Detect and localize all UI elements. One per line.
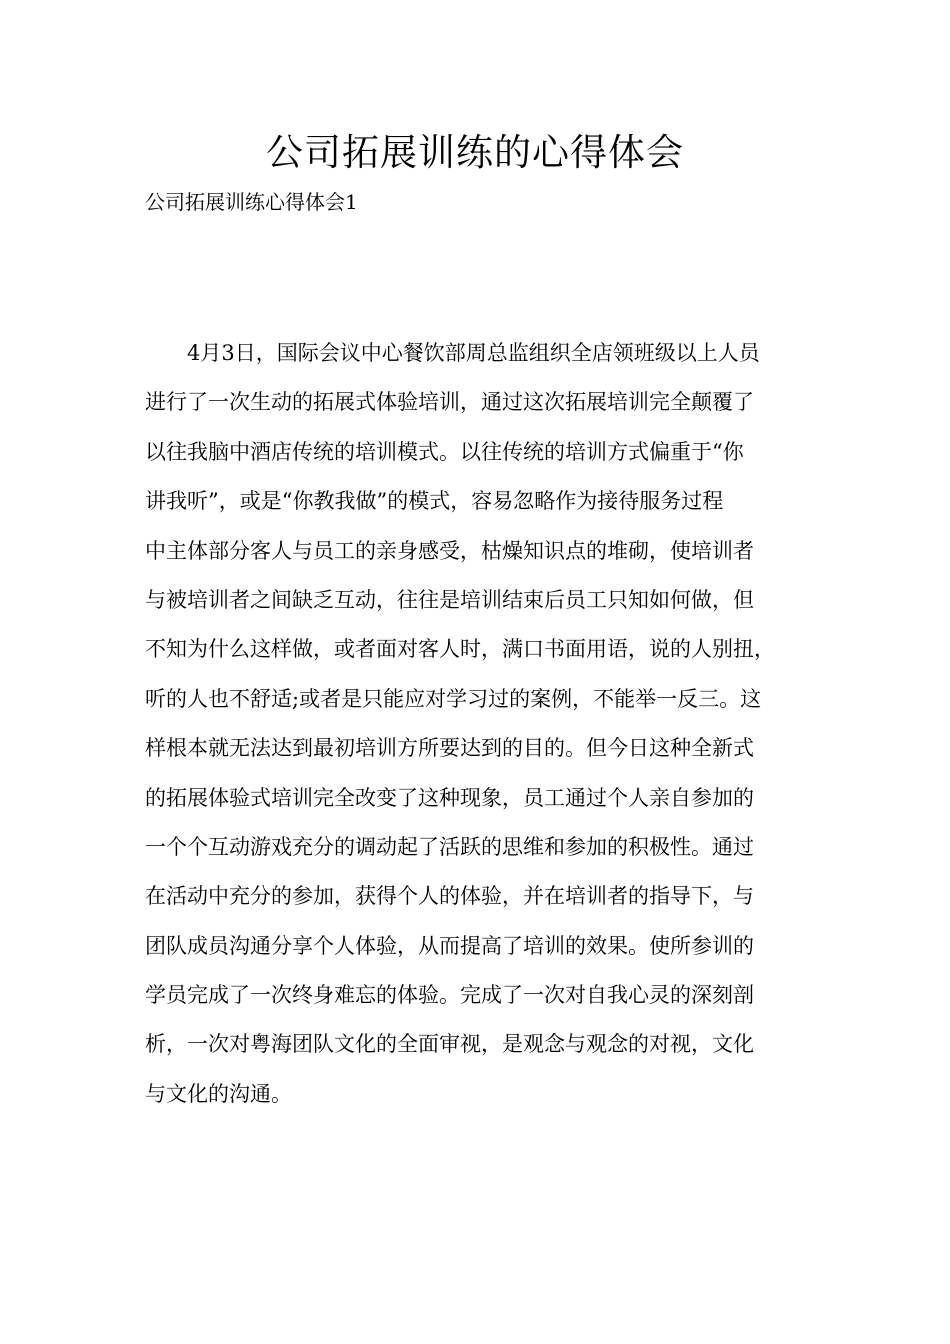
paragraph-line: 不知为什么这样做，或者面对客人时，满口书面用语，说的人别扭， <box>145 637 775 662</box>
paragraph-line: 在活动中充分的参加，获得个人的体验，并在培训者的指导下，与 <box>145 884 754 909</box>
paragraph-line: 与文化的沟通。 <box>145 1081 292 1106</box>
paragraph-line: 讲我听”，或是“你教我做”的模式，容易忽略作为接待服务过程 <box>145 489 724 514</box>
paragraph-line: 的拓展体验式培训完全改变了这种现象，员工通过个人亲自参加的 <box>145 785 754 810</box>
paragraph-line: 团队成员沟通分享个人体验，从而提高了培训的效果。使所参训的 <box>145 933 754 958</box>
paragraph-line: 一个个互动游戏充分的调动起了活跃的思维和参加的积极性。通过 <box>145 834 754 859</box>
paragraph-line: 样根本就无法达到最初培训方所要达到的目的。但今日这种全新式 <box>145 736 754 761</box>
document-subtitle: 公司拓展训练心得体会1 <box>145 190 358 214</box>
paragraph-line: 学员完成了一次终身难忘的体验。完成了一次对自我心灵的深刻剖 <box>145 983 754 1008</box>
paragraph-line: 4月3日，国际会议中心餐饮部周总监组织全店领班级以上人员 <box>187 341 760 365</box>
paragraph-line: 听的人也不舒适;或者是只能应对学习过的案例，不能举一反三。这 <box>145 686 762 711</box>
document-title: 公司拓展训练的心得体会 <box>266 131 684 174</box>
paragraph-line: 进行了一次生动的拓展式体验培训，通过这次拓展培训完全颠覆了 <box>145 390 754 415</box>
paragraph-line: 以往我脑中酒店传统的培训模式。以往传统的培训方式偏重于“你 <box>145 439 744 464</box>
paragraph-line: 析，一次对粤海团队文化的全面审视，是观念与观念的对视，文化 <box>145 1032 754 1057</box>
paragraph-line: 与被培训者之间缺乏互动，往往是培训结束后员工只知如何做，但 <box>145 587 754 612</box>
body-paragraph <box>145 334 825 1124</box>
paragraph-line: 中主体部分客人与员工的亲身感受，枯燥知识点的堆砌，使培训者 <box>145 538 754 563</box>
